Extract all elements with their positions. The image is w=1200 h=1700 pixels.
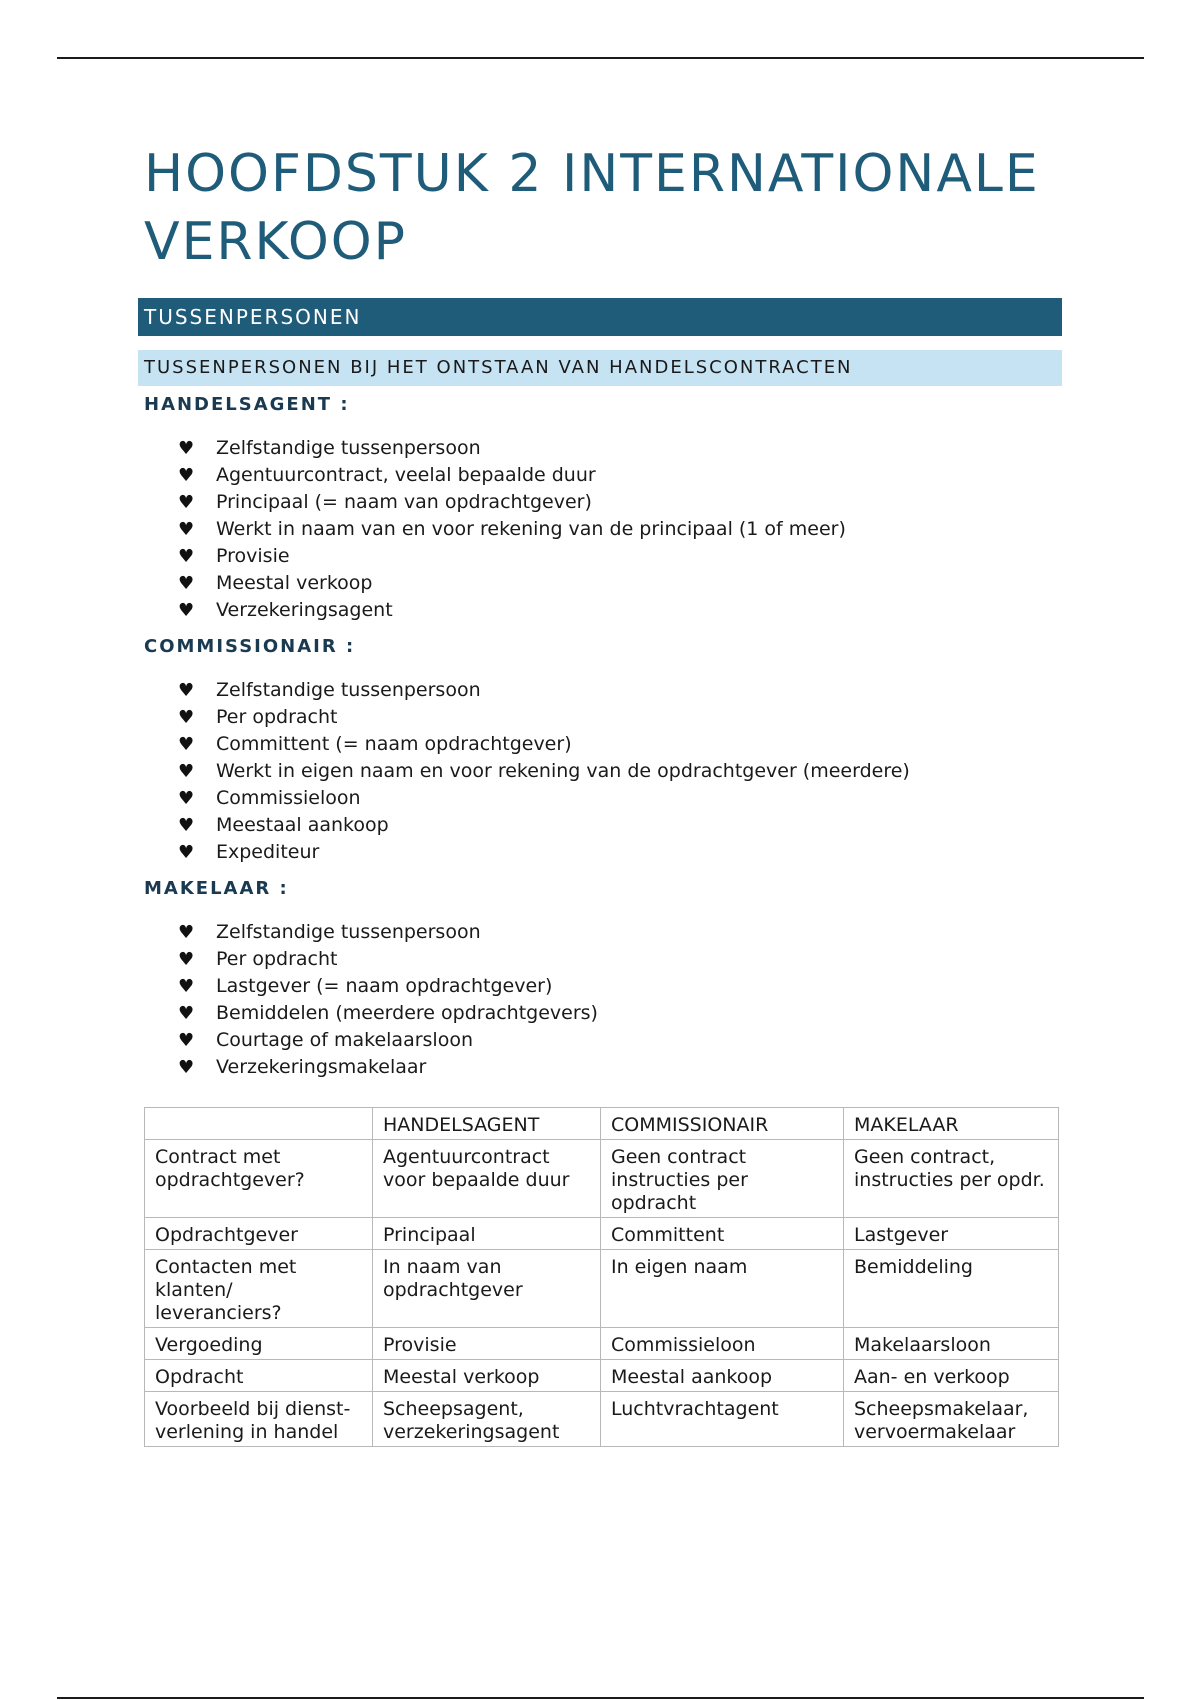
- heart-bullet-icon: ♥: [178, 734, 195, 755]
- table-header-cell: MAKELAAR: [844, 1108, 1059, 1140]
- table-cell: Commissieloon: [601, 1328, 844, 1360]
- list-item-text: Werkt in naam van en voor rekening van de principaal (1 of meer): [216, 518, 846, 540]
- table-row-label: Contract met opdrachtgever?: [145, 1140, 373, 1218]
- heart-bullet-icon: ♥: [178, 707, 195, 728]
- list-item-text: Per opdracht: [216, 948, 338, 970]
- list-item-text: Zelfstandige tussenpersoon: [216, 921, 481, 943]
- heart-bullet-icon: ♥: [178, 761, 195, 782]
- bottom-rule: [57, 1697, 1144, 1699]
- heart-bullet-icon: ♥: [178, 815, 195, 836]
- table-row: [145, 1392, 1059, 1447]
- list-item-text: Lastgever (= naam opdrachtgever): [216, 975, 553, 997]
- group-heading: MAKELAAR :: [144, 878, 289, 899]
- bullet-list: [138, 919, 1062, 1081]
- list-item-text: Meestaal aankoop: [216, 814, 389, 836]
- subsection-heading: TUSSENPERSONEN BIJ HET ONTSTAAN VAN HANDELSCONTRACTEN: [138, 350, 1062, 386]
- table-row: [145, 1250, 1059, 1328]
- list-item: [138, 812, 1062, 839]
- group-heading: HANDELSAGENT :: [144, 394, 350, 415]
- heart-bullet-icon: ♥: [178, 788, 195, 809]
- list-item: [138, 919, 1062, 946]
- heart-bullet-icon: ♥: [178, 680, 195, 701]
- list-item: [138, 785, 1062, 812]
- heart-bullet-icon: ♥: [178, 842, 195, 863]
- heart-bullet-icon: ♥: [178, 438, 195, 459]
- table-header-row: [145, 1108, 1059, 1140]
- table-cell: Scheepsagent, verzekeringsagent: [373, 1392, 601, 1447]
- list-item: [138, 677, 1062, 704]
- list-item: [138, 704, 1062, 731]
- table-cell: In naam van opdrachtgever: [373, 1250, 601, 1328]
- list-item-text: Meestal verkoop: [216, 572, 373, 594]
- list-item: [138, 489, 1062, 516]
- list-item-text: Courtage of makelaarsloon: [216, 1029, 473, 1051]
- table-row-label: Opdrachtgever: [145, 1218, 373, 1250]
- list-item-text: Committent (= naam opdrachtgever): [216, 733, 572, 755]
- table-row-label: Opdracht: [145, 1360, 373, 1392]
- table-cell: Geen contract, instructies per opdr.: [844, 1140, 1059, 1218]
- list-item-text: Verzekeringsagent: [216, 599, 393, 621]
- table-cell: Makelaarsloon: [844, 1328, 1059, 1360]
- list-item-text: Principaal (= naam van opdrachtgever): [216, 491, 592, 513]
- heart-bullet-icon: ♥: [178, 492, 195, 513]
- bullet-list: [138, 677, 1062, 866]
- list-item-text: Provisie: [216, 545, 290, 567]
- list-item: [138, 1054, 1062, 1081]
- table-cell: Lastgever: [844, 1218, 1059, 1250]
- heart-bullet-icon: ♥: [178, 573, 195, 594]
- table-header-cell: COMMISSIONAIR: [601, 1108, 844, 1140]
- table-row-label: Vergoeding: [145, 1328, 373, 1360]
- heart-bullet-icon: ♥: [178, 1057, 195, 1078]
- list-item: [138, 516, 1062, 543]
- table-cell: Luchtvrachtagent: [601, 1392, 844, 1447]
- heart-bullet-icon: ♥: [178, 519, 195, 540]
- table-cell: Meestal verkoop: [373, 1360, 601, 1392]
- table-header-cell: [145, 1108, 373, 1140]
- list-item: [138, 839, 1062, 866]
- table-cell: In eigen naam: [601, 1250, 844, 1328]
- table-header-cell: HANDELSAGENT: [373, 1108, 601, 1140]
- table-cell: Committent: [601, 1218, 844, 1250]
- list-item: [138, 597, 1062, 624]
- table-cell: Agentuurcontract voor bepaalde duur: [373, 1140, 601, 1218]
- top-rule: [57, 57, 1144, 59]
- table-row: [145, 1218, 1059, 1250]
- table-row-label: Voorbeeld bij dienst- verlening in handel: [145, 1392, 373, 1447]
- table-cell: Principaal: [373, 1218, 601, 1250]
- table-cell: Geen contract instructies per opdracht: [601, 1140, 844, 1218]
- list-item: [138, 570, 1062, 597]
- section-heading: TUSSENPERSONEN: [138, 298, 1062, 336]
- table-cell: Aan- en verkoop: [844, 1360, 1059, 1392]
- intermediary-groups: [138, 394, 1062, 1081]
- list-item: [138, 435, 1062, 462]
- list-item: [138, 1000, 1062, 1027]
- list-item: [138, 973, 1062, 1000]
- list-item: [138, 1027, 1062, 1054]
- list-item-text: Werkt in eigen naam en voor rekening van de opdrachtgever (meerdere): [216, 760, 910, 782]
- list-item-text: Zelfstandige tussenpersoon: [216, 679, 481, 701]
- table-cell: Bemiddeling: [844, 1250, 1059, 1328]
- heart-bullet-icon: ♥: [178, 1030, 195, 1051]
- list-item-text: Verzekeringsmakelaar: [216, 1056, 427, 1078]
- list-item: [138, 543, 1062, 570]
- list-item: [138, 462, 1062, 489]
- list-item: [138, 758, 1062, 785]
- comparison-table: [144, 1107, 1059, 1447]
- page-content: [138, 140, 1062, 1447]
- heart-bullet-icon: ♥: [178, 922, 195, 943]
- table-row-label: Contacten met klanten/ leveranciers?: [145, 1250, 373, 1328]
- table-row: [145, 1140, 1059, 1218]
- list-item-text: Bemiddelen (meerdere opdrachtgevers): [216, 1002, 598, 1024]
- heart-bullet-icon: ♥: [178, 600, 195, 621]
- list-item: [138, 946, 1062, 973]
- heart-bullet-icon: ♥: [178, 976, 195, 997]
- table-row: [145, 1360, 1059, 1392]
- table-cell: Meestal aankoop: [601, 1360, 844, 1392]
- heart-bullet-icon: ♥: [178, 1003, 195, 1024]
- table-row: [145, 1328, 1059, 1360]
- heart-bullet-icon: ♥: [178, 949, 195, 970]
- list-item-text: Expediteur: [216, 841, 320, 863]
- table-cell: Provisie: [373, 1328, 601, 1360]
- table-cell: Scheepsmakelaar, vervoermakelaar: [844, 1392, 1059, 1447]
- page-title: HOOFDSTUK 2 INTERNATIONALE VERKOOP: [144, 144, 1040, 272]
- bullet-list: [138, 435, 1062, 624]
- list-item-text: Commissieloon: [216, 787, 361, 809]
- group-heading: COMMISSIONAIR :: [144, 636, 356, 657]
- list-item-text: Agentuurcontract, veelal bepaalde duur: [216, 464, 596, 486]
- list-item: [138, 731, 1062, 758]
- heart-bullet-icon: ♥: [178, 546, 195, 567]
- heart-bullet-icon: ♥: [178, 465, 195, 486]
- list-item-text: Zelfstandige tussenpersoon: [216, 437, 481, 459]
- list-item-text: Per opdracht: [216, 706, 338, 728]
